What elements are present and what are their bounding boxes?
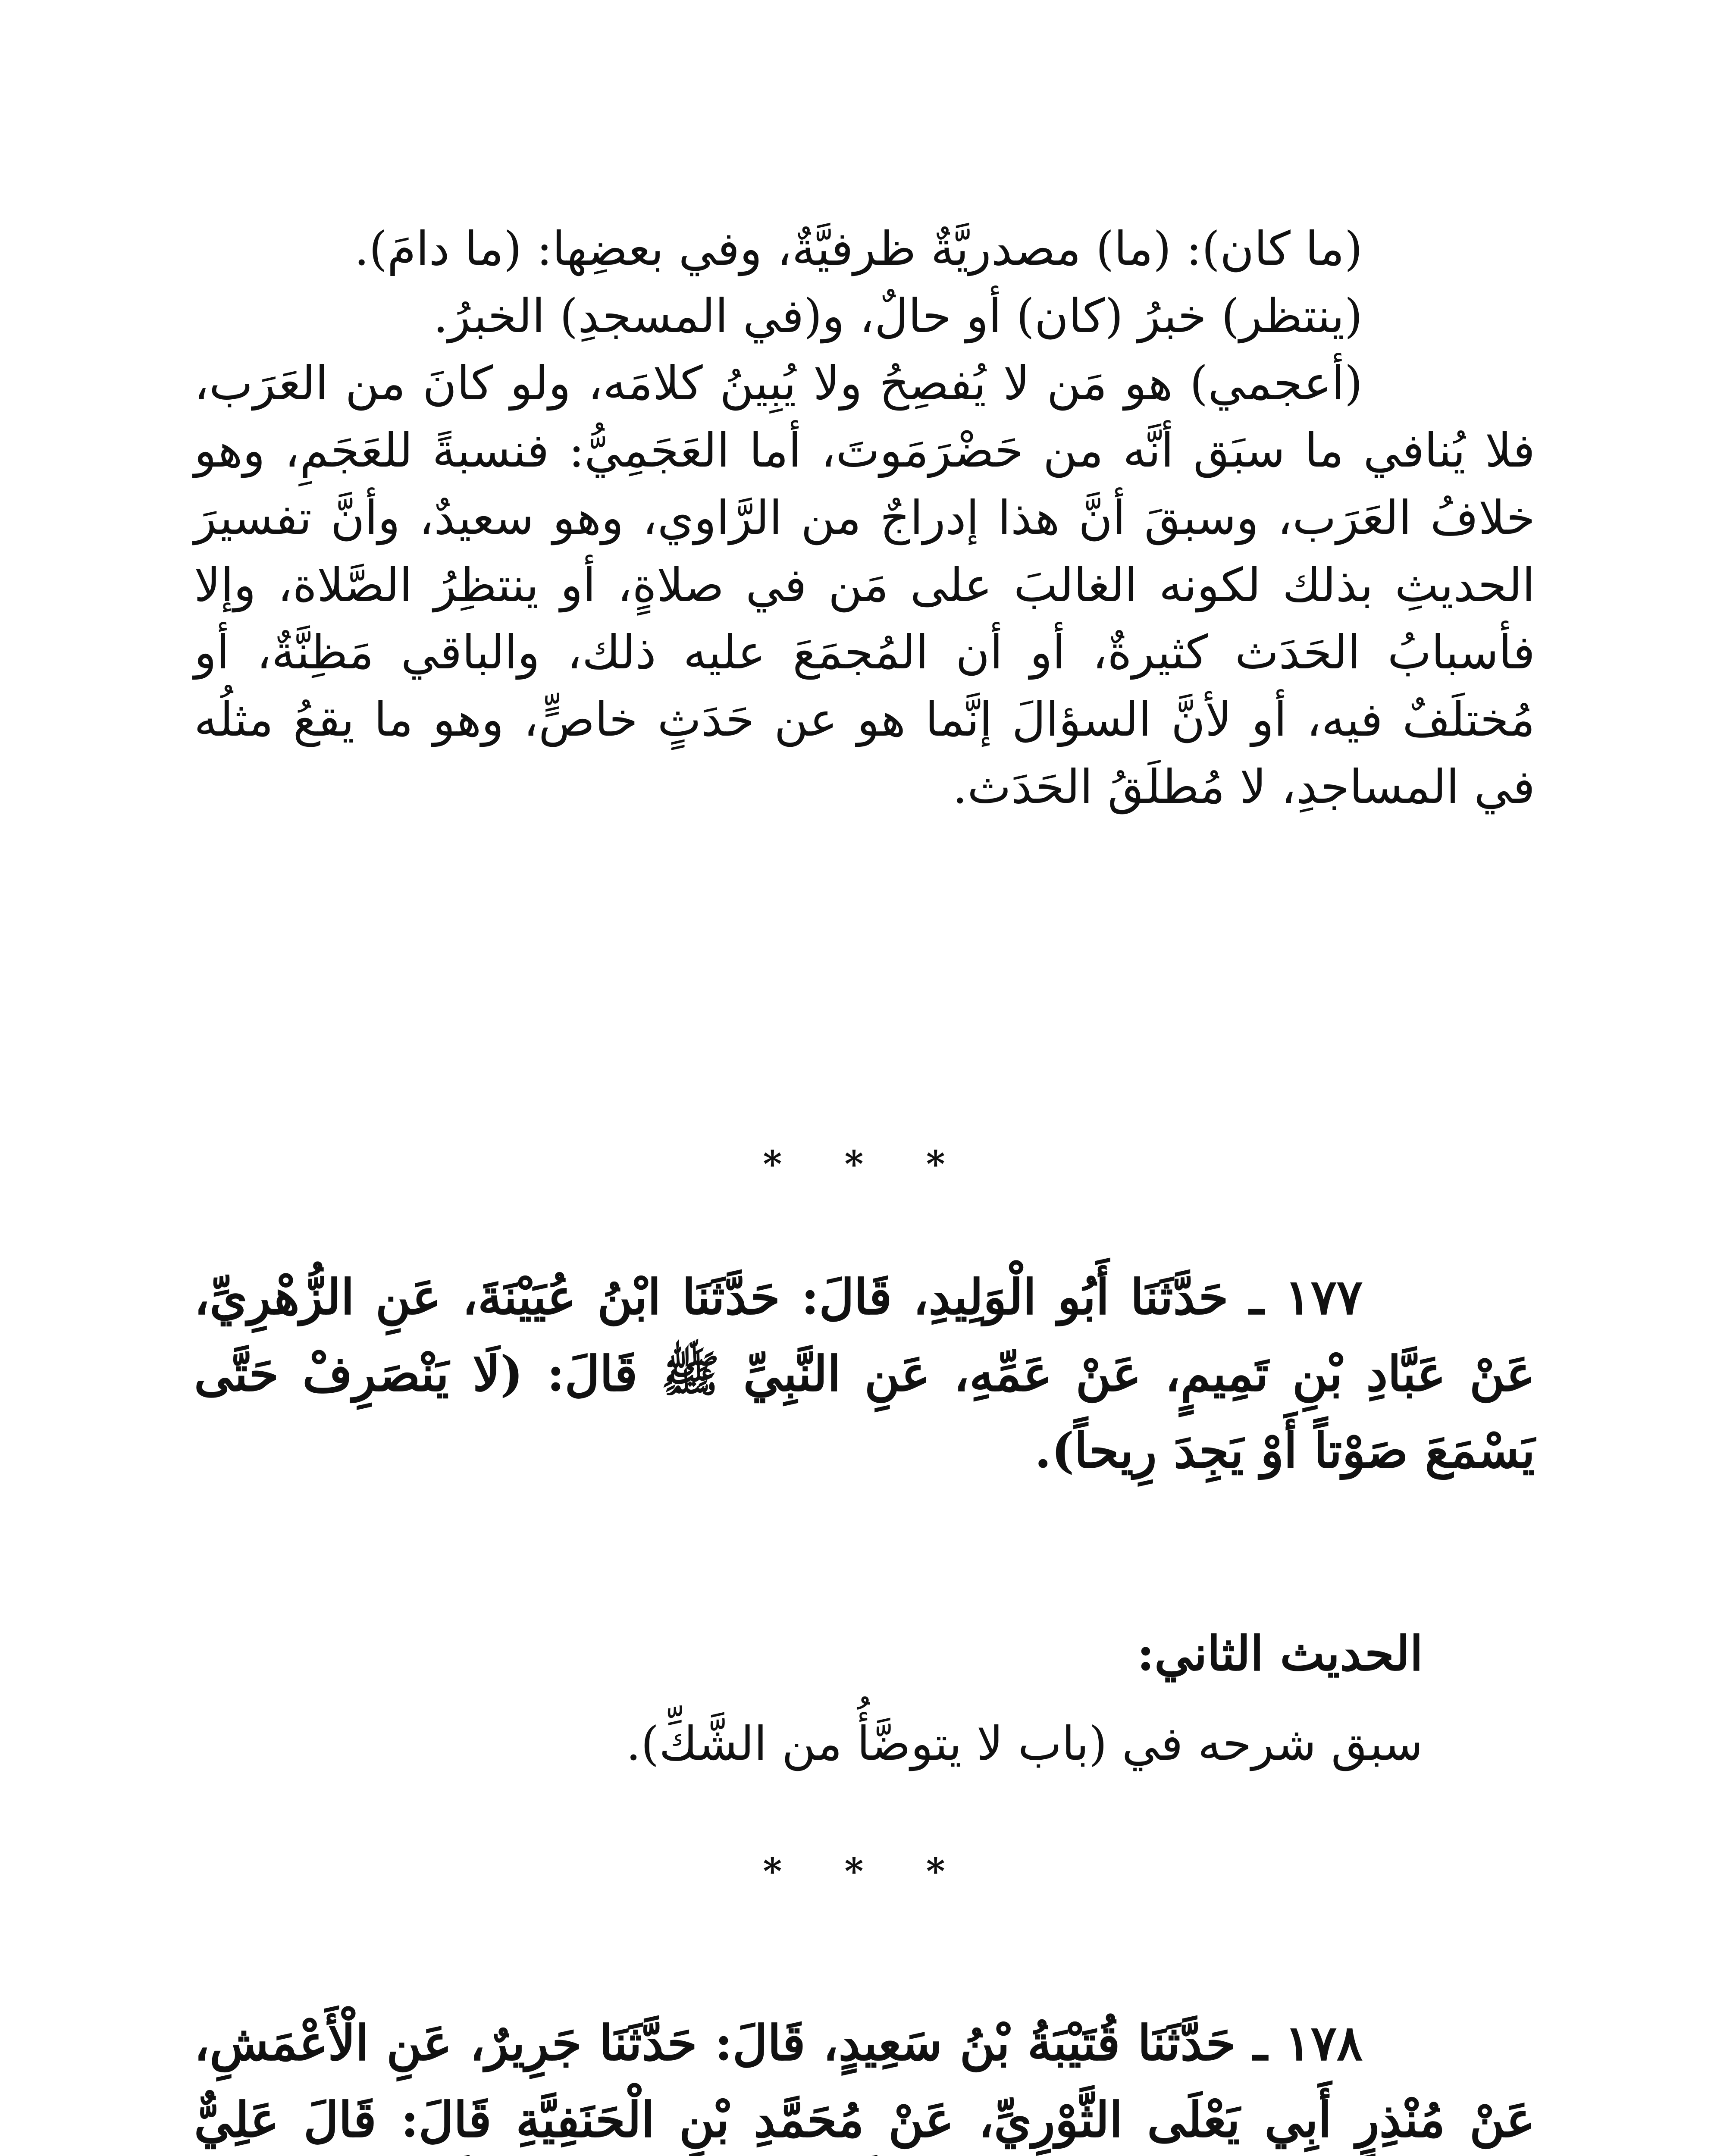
commentary-paragraph-1: (ما كان): (ما) مصدريَّةٌ ظرفيَّةٌ، وفي بعضِها: (ما دامَ). [354, 222, 1363, 276]
second-hadith-heading: الحديث الثاني: [1137, 1626, 1423, 1681]
commentary-paragraph-2: (ينتظر) خبرُ (كان) أو حالٌ، و(في المسجدِ) الخبرُ. [433, 289, 1363, 343]
hadith-178: ١٧٨ ـ حَدَّثَنَا قُتَيْبَةُ بْنُ سَعِيدٍ، قَالَ: حَدَّثَنَا جَرِيرٌ، عَنِ الْأَعْمَشِ، عَنْ مُنْذِرٍ أَبِي يَعْلَى الثَّوْرِيِّ، عَنْ مُحَمَّدِ بْنِ الْحَنَفِيَّةِ قَالَ: قَالَ عَلِيٌّ [194, 2015, 1535, 2148]
commentary-paragraph-3: (أعجمي) هو مَن لا يُفصِحُ ولا يُبِينُ كلامَه، ولو كانَ من العَرَب، فلا يُنافي ما سبَق أنَّه من حَضْرَمَوتَ، أما العَجَمِيُّ: فنسبةً للعَجَمِ، وهو خلافُ العَرَب، وسبقَ أنَّ هذا إدراجٌ من الرَّاوي، وهو سعيدٌ، وأنَّ تفسيرَ الحديثِ بذلك لكونه الغالبَ على مَن في صلاةٍ، أو ينتظِرُ الصَّلاة، وإلا فأسبابُ الحَدَث كثيرةٌ، أو أن المُجمَعَ عليه ذلك، والباقي مَظِنَّةٌ، أو مُختلَفٌ فيه، أو لأنَّ السؤالَ إنَّما هو عن حَدَثٍ خاصٍّ، وهو ما يقعُ مثلُه في المساجدِ، لا مُطلَقُ الحَدَث. [194, 357, 1536, 814]
second-hadith-note: سبق شرحه في (باب لا يتوضَّأُ من الشَّكِّ). [626, 1717, 1423, 1771]
section-separator-2: * * * [763, 1850, 970, 1893]
commentary-block [194, 216, 1535, 821]
section-separator-1: * * * [763, 1143, 970, 1185]
hadith-177: ١٧٧ ـ حَدَّثَنَا أَبُو الْوَلِيدِ، قَالَ: حَدَّثَنَا ابْنُ عُيَيْنَةَ، عَنِ الزُّهْرِيِّ، عَنْ عَبَّادِ بْنِ تَمِيمٍ، عَنْ عَمِّهِ، عَنِ النَّبِيِّ ﷺ قَالَ: (لَا يَنْصَرِفْ حَتَّى يَسْمَعَ صَوْتاً أَوْ يَجِدَ رِيحاً). [194, 1269, 1535, 1479]
